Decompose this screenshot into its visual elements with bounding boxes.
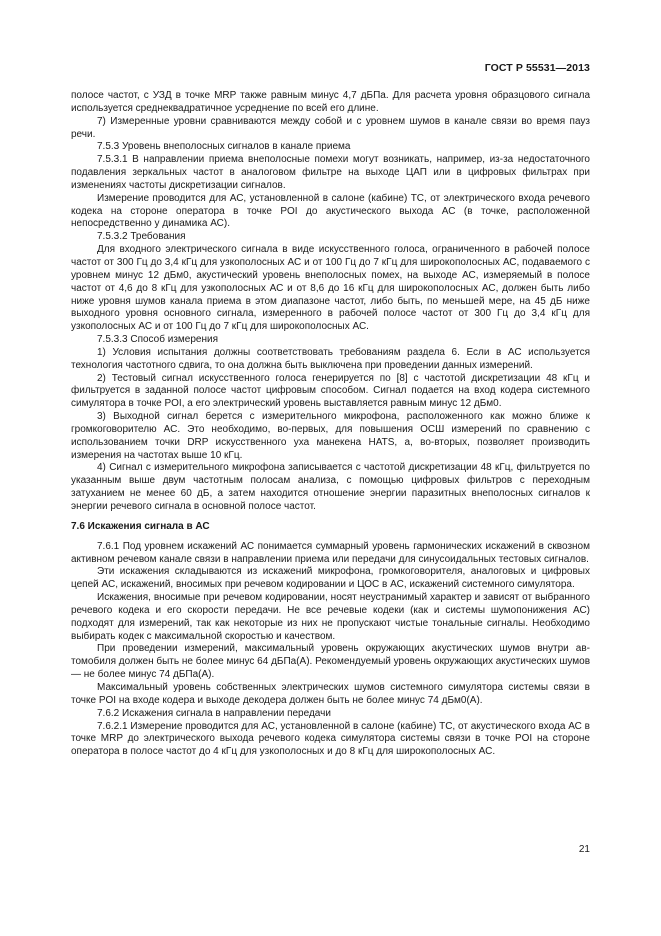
- standard-header: ГОСТ Р 55531—2013: [484, 62, 590, 74]
- subsection-title-7-5-3-3: 7.5.3.3 Способ измерения: [97, 334, 218, 346]
- list-item: 2) Тестовый сигнал искусственного голоса генерируется по [8] с частотой дискретизации 48 кГц и фильтруется в заданной полосе частот цифровым способом. Сигнал подается на вход кодера системного симулятора в точке POI, а его электрический уровень выставляется равным минус 12 дБм0.: [71, 372, 590, 410]
- paragraph: Эти искажения складываются из искажений микрофона, громкоговорителя, аналоговых и цифровых цепей АС, искажений, вносимых при речевом кодировании и ЦОС в АС, искажений системного симулятора.: [71, 566, 590, 591]
- subsection-title-7-5-3-2: 7.5.3.2 Требования: [97, 231, 186, 243]
- list-item: 3) Выходной сигнал берется с измерительного микрофона, расположенного как можно ближе к громкоговорителю АС. Это необходимо, во-первых, для повышения ОСШ измерений по сравнению с использованием точки DRP искусственного уха манекена HATS, а, во-вторых, позволяет производить измерения на частотах выше 10 кГц.: [71, 411, 590, 461]
- paragraph: 7.5.3.1 В направлении приема внеполосные помехи могут возникать, например, из-за недостаточного подавления зеркальных частот в аналоговом фильтре на выходе ЦАП или в цифровых фильтрах при изменениях частоты дискретизации сигналов.: [71, 154, 590, 191]
- subsection-title-7-5-3: 7.5.3 Уровень внеполосных сигналов в канале приема: [97, 141, 351, 153]
- paragraph-continuation: полосе частот, с УЗД в точке MRP также равным минус 4,7 дБПа. Для расчета уровня образцового сигнала используется среднеквадратичное усреднение по всей его длине.: [71, 90, 590, 114]
- paragraph: 7.6.1 Под уровнем искажений АС понимается суммарный уровень гармонических искажений в сквозном активном речевом канале связи в направлении приема или передачи для синусоидальных тестовых сигналов.: [71, 540, 590, 565]
- paragraph: Максимальный уровень собственных электрических шумов системного симулятора системы связи в точке POI на входе кодера и выходе декодера должен быть не более минус 74 дБм0(А).: [71, 681, 590, 706]
- paragraph: 7) Измеренные уровни сравниваются между собой и с уровнем шумов в канале связи во время пауз речи.: [71, 115, 590, 140]
- list-item: 1) Условия испытания должны соответствовать требованиям раздела 6. Если в АС используется технология частотного сдвига, то она должна быть выключена при проведении данных измерений.: [71, 346, 590, 371]
- page-body: [71, 90, 590, 759]
- paragraph: Для входного электрического сигнала в виде искусственного голоса, ограниченного в рабочей полосе частот от 300 Гц до 3,4 кГц для узкополосных АС и от 100 Гц до 7 кГц для широкополосных АС, подаваемого с уровнем минус 12 дБм0, акустический уровень внеполосных помех, на выходе АС, измеряемый в полосе частот от 4,6 до 8 кГц для узкополосных АС и от 8,6 до 16 кГц для широкополосных АС, должен быть либо ниже уровня шумов канала приема в этом диапазоне частот, либо быть, по меньшей мере, на 45 дБ ниже выходного уровня основного сигнала, измеренного в рабочей полосе частот от 300 Гц до 3,4 кГц для узкополосных АС и от 100 Гц до 7 кГц для широкополосных АС.: [71, 244, 590, 333]
- subsection-title-7-6-2: 7.6.2 Искажения сигнала в направлении передачи: [97, 707, 331, 719]
- paragraph: При проведении измерений, максимальный уровень окружающих акустических шумов внутри автомобиля должен быть не более минус 64 дБПа(А). Рекомендуемый уровень окружающих акустических шумов — не более минус 74 дБПа(А).: [71, 643, 591, 681]
- paragraph: 7.6.2.1 Измерение проводится для АС, установленной в салоне (кабине) ТС, от акустического входа АС в точке MRP до электрического выхода речевого кодека симулятора системы связи в точке POI на стороне оператора в полосе частот до 4 кГц для узкополосных и до 8 кГц для широкополосных АС.: [71, 720, 590, 758]
- section-heading-7-6: 7.6 Искажения сигнала в АС: [71, 520, 210, 532]
- paragraph: Измерение проводится для АС, установленной в салоне (кабине) ТС, от электрического входа речевого кодека на стороне оператора в точке POI до акустического выхода АС (в точке, расположенной непосредственно у динамика АС).: [71, 192, 590, 230]
- page-number: 21: [578, 844, 590, 855]
- list-item: 4) Сигнал с измерительного микрофона записывается с частотой дискретизации 48 кГц, фильтруется по указанным выше двум частотным полосам анализа, с помощью цифровых фильтров с переходным затуханием не менее 60 дБ, а затем находится отношение энергии паразитных внеполосных сигналов к энергии речевого сигнала в основной полосе частот.: [71, 462, 590, 512]
- paragraph: Искажения, вносимые при речевом кодировании, носят неустранимый характер и зависят от выбранного речевого кодека и его скорости передачи. Не все речевые кодеки (как и системы шумопонижения АС) подходят для измерений, так как некоторые из них не пропускают чистые тональные сигналы. Необходимо выбирать кодек с максимальной скоростью и качеством.: [71, 592, 590, 642]
